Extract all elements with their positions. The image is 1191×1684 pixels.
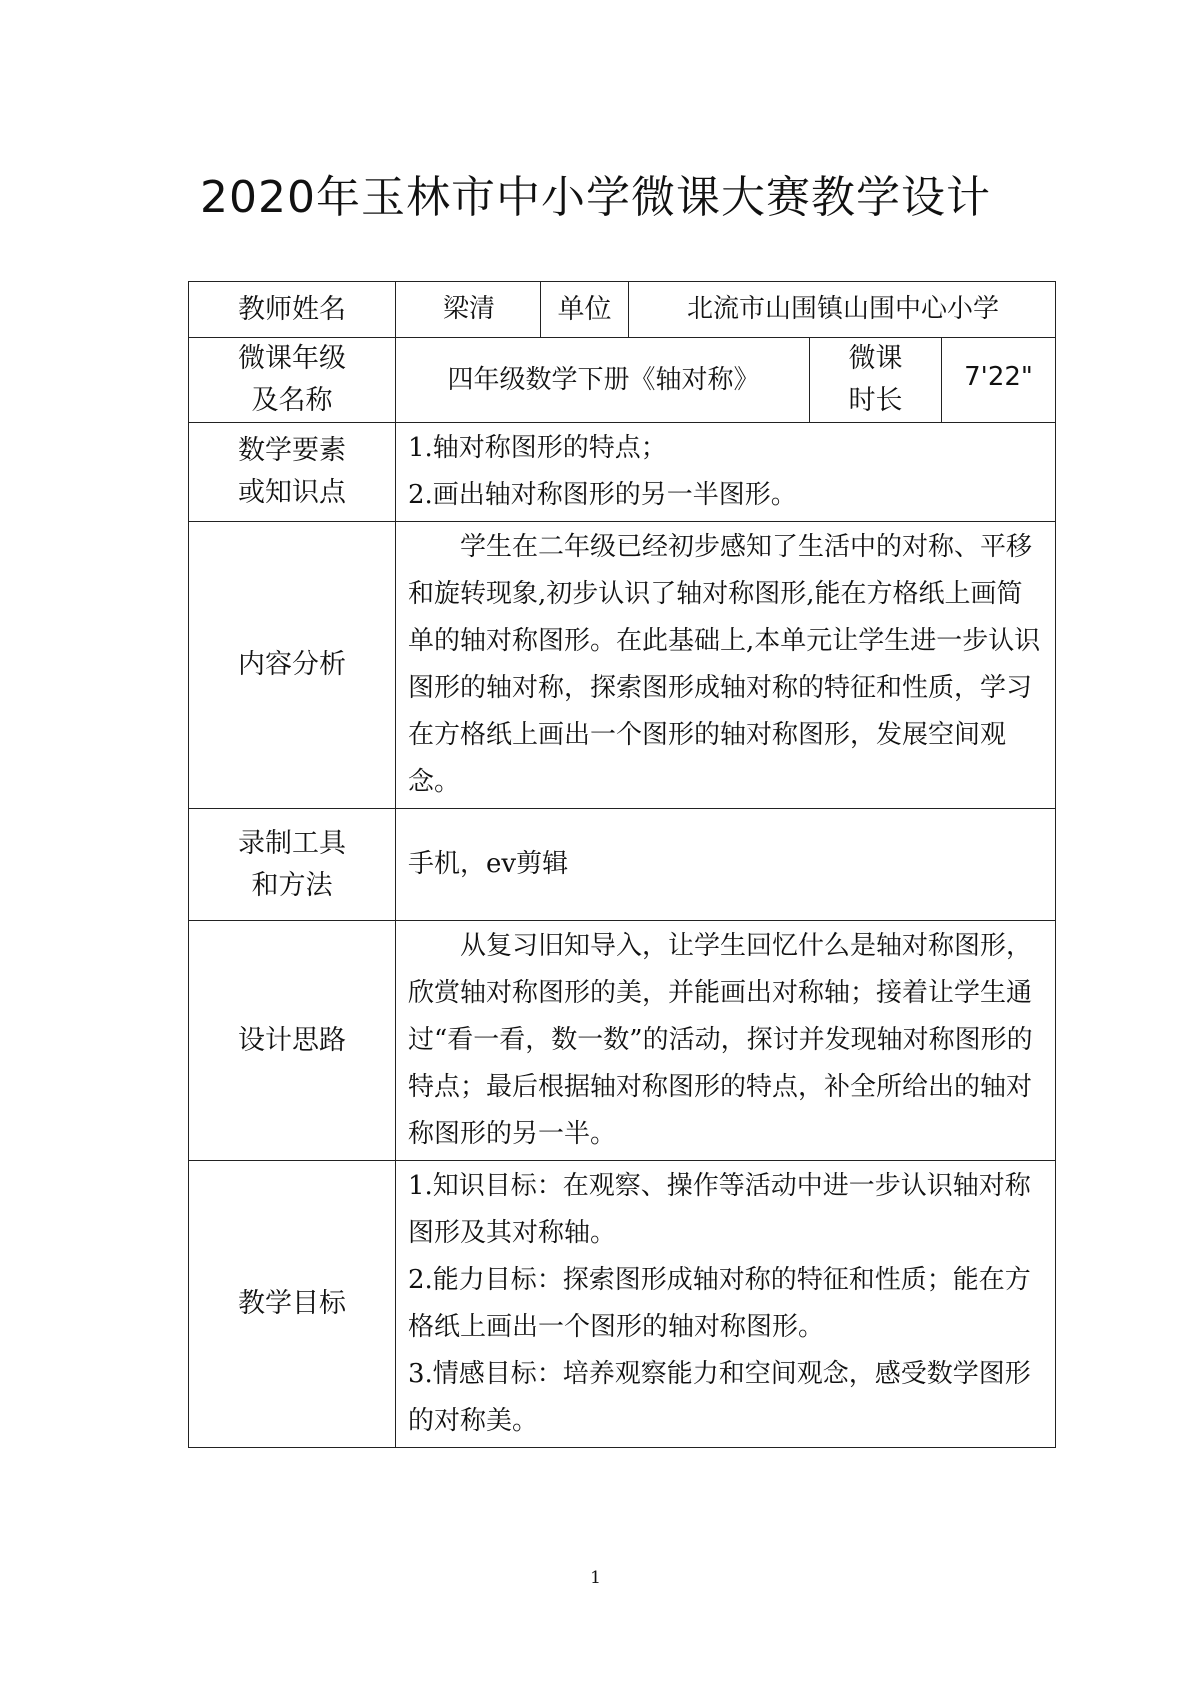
- duration-label-line1: 微课: [848, 343, 903, 374]
- tools-label: [189, 809, 396, 921]
- objectives-value: [396, 1161, 1056, 1448]
- objectives-label: 教学目标: [189, 1161, 396, 1448]
- knowledge-item: 2.画出轴对称图形的另一半图形。: [408, 480, 797, 510]
- row-design: [189, 921, 1056, 1161]
- duration-value: 7'22": [942, 338, 1056, 423]
- knowledge-value: [396, 423, 1056, 522]
- page-title: 2020年玉林市中小学微课大赛教学设计: [200, 172, 991, 223]
- duration-label: [810, 338, 942, 423]
- knowledge-label-line2: 或知识点: [238, 477, 346, 508]
- course-label-line1: 微课年级: [238, 343, 346, 374]
- unit-label: 单位: [541, 282, 629, 338]
- knowledge-label-line1: 数学要素: [238, 435, 346, 466]
- objective-item: 2.能力目标：探索图形成轴对称的特征和性质；能在方格纸上画出一个图形的轴对称图形。: [408, 1265, 1031, 1342]
- course-label: [189, 338, 396, 423]
- objective-item: 3.情感目标：培养观察能力和空间观念，感受数学图形的对称美。: [408, 1359, 1031, 1436]
- teacher-name-value: 梁清: [396, 282, 541, 338]
- unit-value: 北流市山围镇山围中心小学: [629, 282, 1056, 338]
- row-tools: [189, 809, 1056, 921]
- course-label-line2: 及名称: [251, 385, 333, 416]
- knowledge-item: 1.轴对称图形的特点；: [408, 433, 667, 463]
- row-course: [189, 338, 1056, 423]
- row-objectives: [189, 1161, 1056, 1448]
- course-value: 四年级数学下册《轴对称》: [396, 338, 810, 423]
- row-knowledge: [189, 423, 1056, 522]
- content-analysis-label: 内容分析: [189, 522, 396, 809]
- tools-label-line2: 和方法: [251, 869, 333, 901]
- duration-label-line2: 时长: [848, 385, 903, 416]
- design-idea-text: 从复习旧知导入，让学生回忆什么是轴对称图形，欣赏轴对称图形的美，并能画出对称轴；接着让学生通过“看一看，数一数”的活动，探讨并发现轴对称图形的特点；最后根据轴对称图形的特点，补全所给出的轴对称图形的另一半。: [396, 921, 1056, 1161]
- tools-label-line1: 录制工具: [238, 827, 346, 859]
- knowledge-label: [189, 423, 396, 522]
- tools-value: 手机，ev剪辑: [396, 809, 1056, 921]
- row-teacher: [189, 282, 1056, 338]
- page-number: 1: [590, 1568, 601, 1588]
- design-idea-label: 设计思路: [189, 921, 396, 1161]
- teacher-name-label: 教师姓名: [189, 282, 396, 338]
- row-content: [189, 522, 1056, 809]
- objective-item: 1.知识目标：在观察、操作等活动中进一步认识轴对称图形及其对称轴。: [408, 1171, 1031, 1248]
- content-analysis-text: 学生在二年级已经初步感知了生活中的对称、平移和旋转现象,初步认识了轴对称图形,能在方格纸上画简单的轴对称图形。在此基础上,本单元让学生进一步认识图形的轴对称，探索图形成轴对称的特征和性质，学习在方格纸上画出一个图形的轴对称图形，发展空间观念。: [396, 522, 1056, 809]
- lesson-design-table: [188, 281, 1056, 1448]
